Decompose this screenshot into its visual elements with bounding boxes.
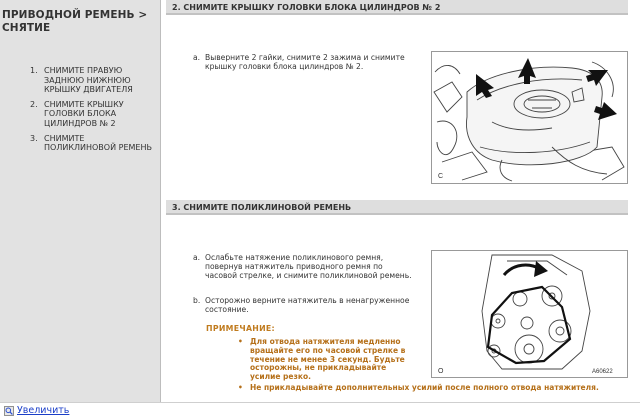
note-item [236, 338, 416, 382]
step-text: Выверните 2 гайки, снимите 2 зажима и снимите крышку головки блока цилиндров № 2. [205, 53, 405, 71]
step-text: Осторожно верните натяжитель в ненагруженное состояние. [205, 296, 410, 314]
note-text: Для отвода натяжителя медленно вращайте его по часовой стрелке в течение не менее 3 секунд. Будьте осторожны, не прикладывайте усилие резко. [250, 337, 406, 382]
figure-letter: O [438, 368, 444, 375]
sidebar-item-label: СНИМИТЕ ПРАВУЮ ЗАДНЮЮ НИЖНЮЮ КРЫШКУ ДВИГАТЕЛЯ [44, 66, 133, 95]
sidebar-item-number: 2. [30, 99, 38, 109]
sidebar-steps-list [30, 66, 156, 158]
sidebar-item-label: СНИМИТЕ КРЫШКУ ГОЛОВКИ БЛОКА ЦИЛИНДРОВ № 2 [44, 99, 124, 128]
note-item [236, 384, 616, 393]
cylinder-head-cover-illustration [432, 52, 627, 183]
sidebar-item-number: 3. [30, 133, 38, 143]
sidebar-item-1[interactable] [30, 66, 156, 95]
figure-code: A60622 [592, 369, 613, 375]
zoom-label: Увеличить [17, 405, 70, 416]
figure-letter: C [438, 173, 444, 180]
section-heading-belt-removal: 3. СНИМИТЕ ПОЛИКЛИНОВОЙ РЕМЕНЬ [166, 200, 628, 215]
sidebar-item-label: СНИМИТЕ ПОЛИКЛИНОВОЙ РЕМЕНЬ [44, 133, 152, 153]
bottom-bar [0, 402, 640, 419]
bullet-icon: • [238, 382, 243, 392]
sidebar-item-number: 1. [30, 66, 38, 75]
zoom-link[interactable] [4, 405, 69, 416]
section-heading-cover-removal: 2. СНИМИТЕ КРЫШКУ ГОЛОВКИ БЛОКА ЦИЛИНДРОВ № 2 [166, 0, 628, 15]
figure-cylinder-head-cover [431, 51, 628, 184]
step-letter: b. [193, 296, 201, 305]
sidebar [0, 0, 161, 402]
figure-belt-routing [431, 250, 628, 378]
bullet-icon: • [238, 337, 243, 346]
magnifier-icon [4, 406, 14, 416]
sidebar-item-2[interactable] [30, 100, 156, 129]
step-text: Ослабьте натяжение поликлинового ремня, повернув натяжитель приводного ремня по часовой стрелке, и снимите поликлиновой ремень. [205, 253, 412, 280]
sidebar-item-3[interactable] [30, 134, 156, 153]
step-letter: a. [193, 53, 201, 62]
step-letter: a. [193, 253, 201, 262]
belt-routing-illustration [432, 251, 627, 377]
note-text: Не прикладывайте дополнительных усилий после полного отвода натяжителя. [250, 382, 599, 392]
note-title: ПРИМЕЧАНИЕ: [206, 324, 275, 333]
sidebar-title: ПРИВОДНОЙ РЕМЕНЬ > СНЯТИЕ [2, 9, 148, 34]
